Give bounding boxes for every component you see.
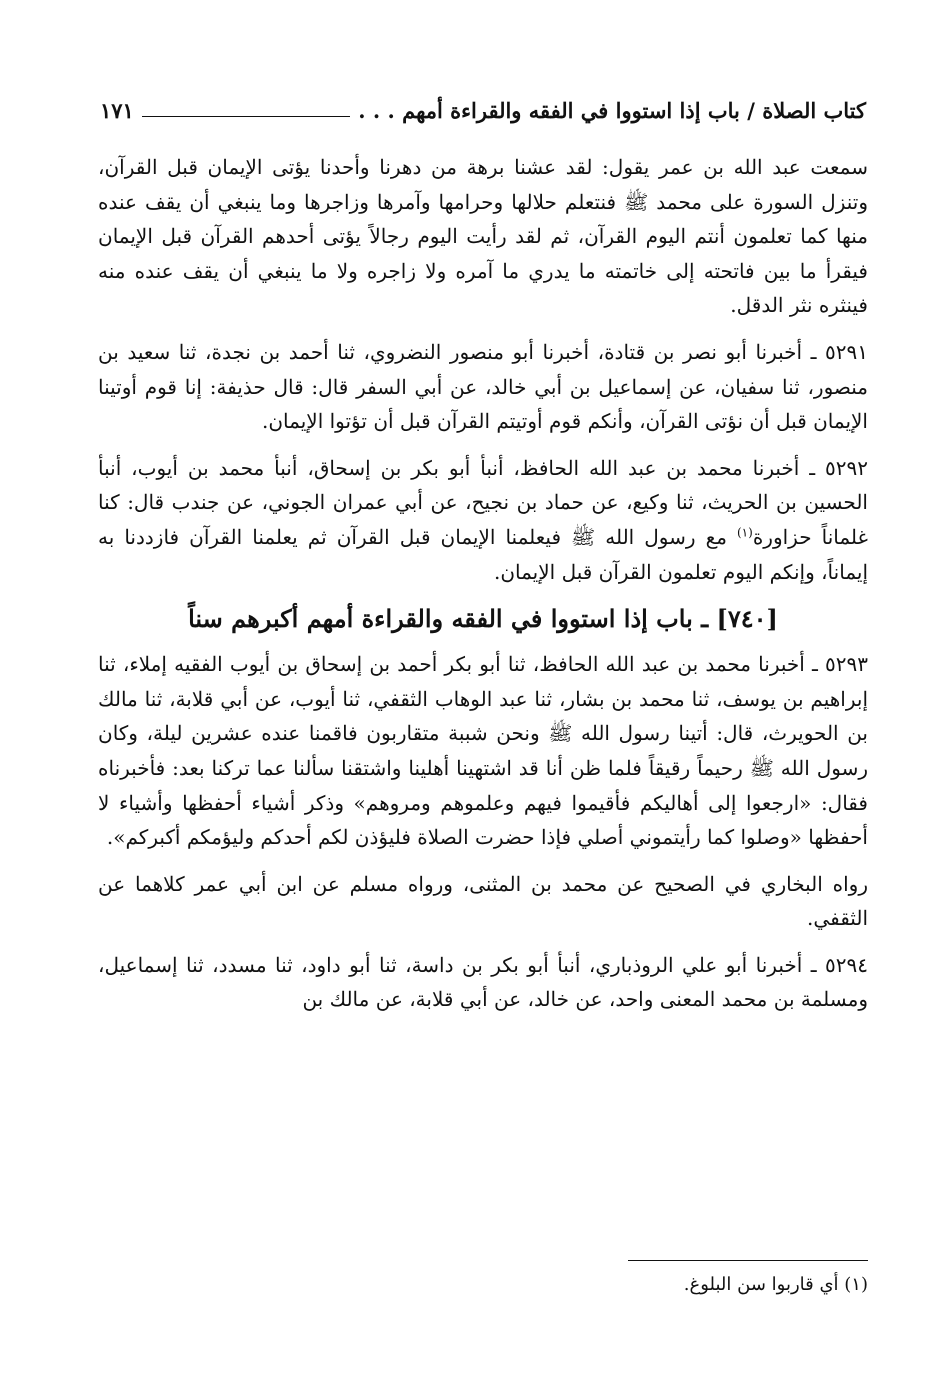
- hadith-5294: ٥٢٩٤ ـ أخبرنا أبو علي الروذباري، أنبأ أبو بكر بن داسة، ثنا أبو داود، ثنا مسدد، ثنا إسماعيل، ومسلمة بن محمد المعنى واحد، عن خالد، عن أبي قلابة، عن مالك بن: [98, 952, 868, 1012]
- footnotes: [98, 1260, 868, 1299]
- footnote-1: (١) أي قاربوا سن البلوغ.: [683, 1274, 868, 1295]
- running-title: كتاب الصلاة / باب إذا استووا في الفقه والقراءة أمهم . . .: [358, 97, 866, 123]
- hadith-5293: ٥٢٩٣ ـ أخبرنا محمد بن عبد الله الحافظ، ثنا أبو بكر أحمد بن إسحاق بن أيوب الفقيه إملاء، ثنا إبراهيم بن يوسف، ثنا محمد بن بشار، ثنا عبد الوهاب الثقفي، ثنا أيوب، عن أبي قلابة، ثنا مالك بن الحويرث، قال: أتينا رسول الله ﷺ ونحن شببة متقاربون فاقمنا عنده عشرين ليلة، وكان رسول الله ﷺ رحيماً رقيقاً فلما ظن أنا قد اشتهينا أهلينا واشتقنا سألنا عما تركنا بعد: فأخبرناه فقال: «ارجعوا إلى أهاليكم فأقيموا فيهم وعلموهم ومروهم» وذكر أشياء أحفظها وأشياء لا أحفظها «وصلوا كما رأيتموني أصلي فإذا حضرت الصلاة فليؤذن لكم أحدكم وليؤمكم أكبركم».: [98, 652, 869, 850]
- narration-note: رواه البخاري في الصحيح عن محمد بن المثنى، ورواه مسلم عن ابن أبي عمر كلاهما عن الثقفي.: [98, 871, 868, 931]
- footnote-marker: (١): [736, 525, 753, 540]
- hadith-5291: ٥٢٩١ ـ أخبرنا أبو نصر بن قتادة، أخبرنا أبو منصور النضروي، ثنا أحمد بن نجدة، ثنا سعيد بن منصور، ثنا سفيان، عن إسماعيل بن أبي خالد، عن أبي السفر قال: قال حذيفة: إنا قوم أوتينا الإيمان قبل أن نؤتى القرآن، وأنكم قوم أوتيتم القرآن قبل أن تؤتوا الإيمان.: [98, 339, 868, 434]
- footnote-rule: [628, 1260, 868, 1261]
- running-header: [100, 92, 866, 128]
- page-body: [98, 150, 868, 1029]
- hadith-5292-text-start: ٥٢٩٢ ـ أخبرنا محمد بن عبد الله الحافظ، أنبأ أبو بكر بن إسحاق، أنبأ محمد بن أيوب، أنبأ الحسين بن الحريث، ثنا وكيع، عن حماد بن نجيح، عن أبي عمران الجوني، عن جندب قال: كنا غلماناً حزاورة: [98, 455, 869, 549]
- chapter-heading: [٧٤٠] ـ باب إذا استووا في الفقه والقراءة أمهم أكبرهم سناً: [188, 604, 778, 634]
- header-rule: [142, 116, 350, 117]
- hadith-5292-text-end: مع رسول الله ﷺ فيعلمنا الإيمان قبل القرآن ثم يعلمنا القرآن فازددنا به إيماناً، وإنكم اليوم تعلمون القرآن قبل الإيمان.: [98, 524, 868, 584]
- paragraph-continuation: سمعت عبد الله بن عمر يقول: لقد عشنا برهة من دهرنا وأحدنا يؤتى الإيمان قبل القرآن، وتنزل السورة على محمد ﷺ فنتعلم حلالها وحرامها وآمرها وزاجرها وما ينبغي أن يقف عنده منها كما تعلمون أنتم اليوم القرآن، ثم لقد رأيت اليوم رجالاً يؤتى أحدهم القرآن قبل الإيمان فيقرأ ما بين فاتحته إلى خاتمته ما يدري ما آمره ولا زاجره ولا ما ينبغي أن يقف عنده منه فينثره نثر الدقل.: [98, 155, 868, 318]
- hadith-5292: [98, 451, 868, 589]
- page-number: ١٧١: [100, 97, 134, 123]
